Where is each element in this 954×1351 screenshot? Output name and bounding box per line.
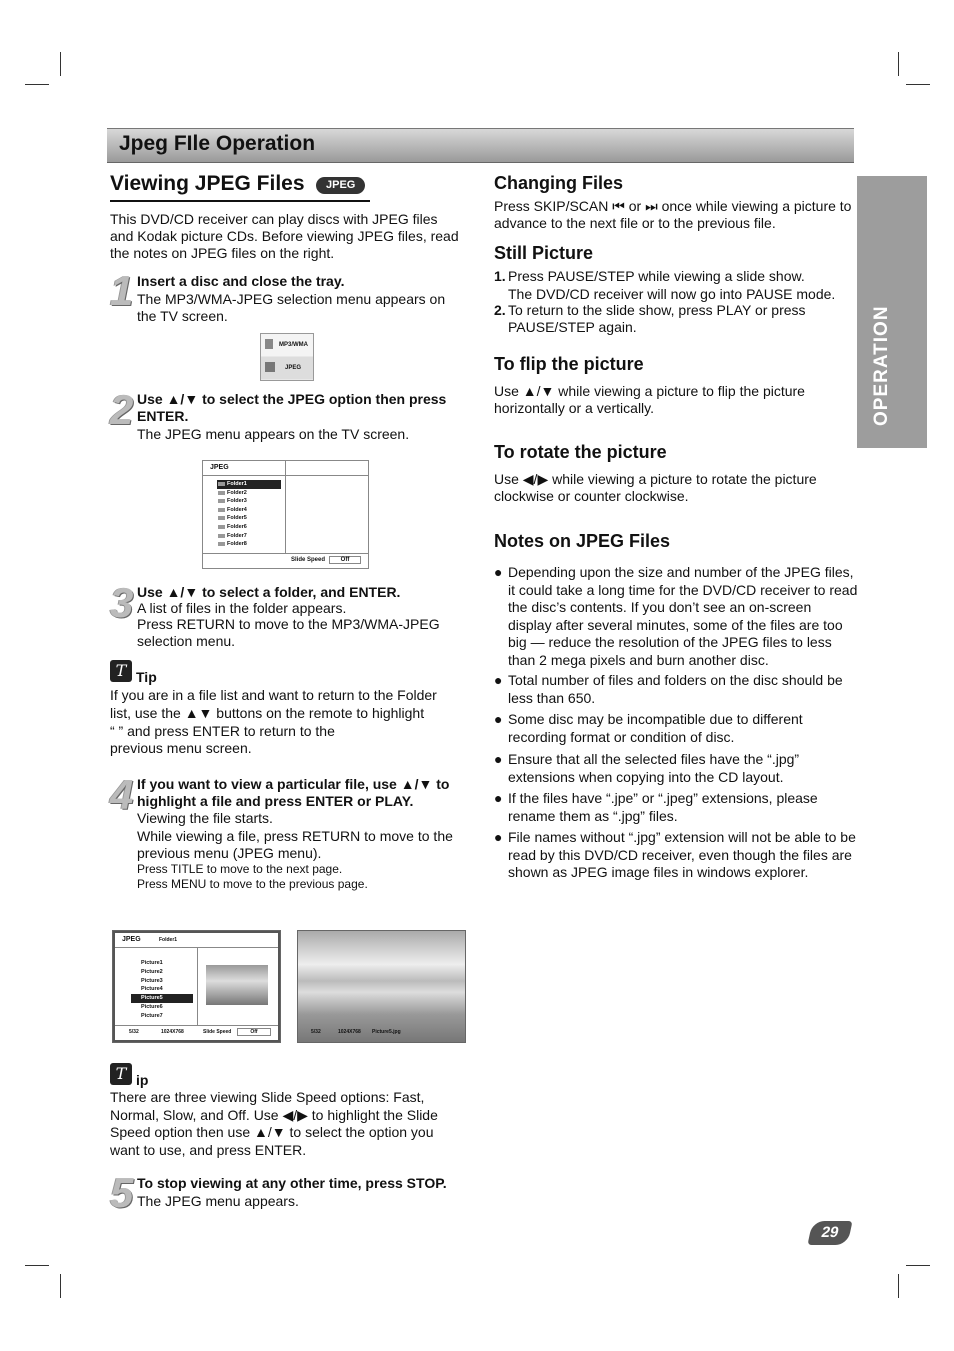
step5-text: The JPEG menu appears.	[137, 1193, 299, 1209]
music-icon	[265, 339, 273, 349]
title-underline	[110, 200, 370, 202]
step5-heading: To stop viewing at any other time, press STOP.	[137, 1175, 447, 1191]
changing-text: Press SKIP/SCAN ⏮ or ⏭ once while viewing a picture to advance to the next file or to the previous file.	[494, 198, 852, 231]
note-item: Total number of files and folders on the disc should be less than 650.	[508, 672, 843, 706]
step-number: 3	[110, 579, 134, 626]
selection-menu	[260, 333, 314, 381]
file-name: Picture5.jpg	[372, 1029, 401, 1035]
viewing-title: Viewing JPEG Files	[110, 172, 305, 195]
folder-label: Folder8	[227, 541, 247, 548]
crop-mark	[898, 52, 899, 76]
picture-list	[131, 959, 193, 1021]
folder-label: Folder6	[227, 523, 247, 530]
bullet-dot: ●	[494, 711, 503, 727]
tip-label: Tip	[136, 669, 157, 685]
slide-speed-label: Slide Speed	[291, 557, 326, 563]
bullet-dot: ●	[494, 672, 503, 688]
list-number: 2.	[494, 302, 506, 318]
flip-text: Use ▲/▼ while viewing a picture to flip the picture horizontally or a vertically.	[494, 383, 805, 416]
folder-list-item	[217, 480, 281, 489]
note-item: Ensure that all the selected files have the “.jpg” extensions when copying into the CD layout.	[508, 751, 800, 785]
folder-name: Folder1	[159, 937, 178, 943]
step-number: 1	[110, 267, 134, 314]
crop-mark	[898, 1274, 899, 1298]
step3-heading: Use ▲/▼ to select a folder, and ENTER.	[137, 584, 401, 600]
step4-note: Press MENU to move to the previous page.	[137, 877, 368, 891]
bullet-dot: ●	[494, 751, 503, 767]
rotate-title: To rotate the picture	[494, 442, 667, 462]
folder-icon	[218, 499, 225, 503]
still-title: Still Picture	[494, 243, 594, 263]
folder-icon	[218, 534, 225, 538]
bullet-dot: ●	[494, 829, 503, 845]
folder-icon	[218, 482, 225, 486]
section-title: Jpeg FIle Operation	[119, 132, 316, 155]
crop-mark	[906, 1265, 930, 1266]
still-text: Press PAUSE/STEP while viewing a slide show.	[508, 268, 805, 284]
step1-heading: Insert a disc and close the tray.	[137, 273, 345, 289]
thumbnail-preview	[206, 965, 268, 1005]
picture-list-item: Picture2	[141, 968, 163, 975]
step2-heading: Use ▲/▼ to select the JPEG option then press ENTER.	[137, 391, 447, 424]
changing-title: Changing Files	[494, 173, 624, 193]
step4-note: Press TITLE to move to the next page.	[137, 862, 343, 876]
still-text: The DVD/CD receiver will now go into PAUSE mode.	[508, 286, 836, 302]
folder-label: Folder5	[227, 515, 247, 522]
side-tab	[857, 176, 927, 448]
picture-list-item: Picture7	[141, 1012, 163, 1019]
step4-heading: If you want to view a particular file, use ▲/▼ to highlight a file and press ENTER or PLAY.	[137, 776, 450, 809]
folder-icon	[218, 516, 225, 520]
jpeg-file-menu	[112, 930, 281, 1043]
still-text: To return to the slide show, press PLAY or press PAUSE/STEP again.	[508, 302, 806, 335]
menu-option-label: MP3/WMA	[279, 342, 308, 348]
menu-frame	[115, 933, 278, 1040]
divider	[203, 553, 368, 554]
folder-icon	[218, 542, 225, 546]
divider	[197, 947, 198, 1025]
picture-list-item: Picture4	[141, 986, 163, 993]
image-icon	[265, 362, 275, 372]
folder-label: Folder3	[227, 498, 247, 505]
folder-list-item	[217, 514, 281, 523]
menu-title: JPEG	[122, 936, 141, 943]
tip-text: There are three viewing Slide Speed options: Fast, Normal, Slow, and Off. Use ◀/▶ to highlight the Slide Speed option then use ▲/▼ to select the option you want to use, and press ENTER.	[110, 1089, 438, 1158]
note-item: File names without “.jpg” extension will not be able to be read by this DVD/CD receiver, even though the files are shown as JPEG image files in windows explorer.	[508, 829, 856, 880]
rotate-text: Use ◀/▶ while viewing a picture to rotate the picture clockwise or counter clockwise.	[494, 471, 817, 504]
intro-text: This DVD/CD receiver can play discs with JPEG files and Kodak picture CDs. Before viewing JPEG files, read the notes on JPEG files on the right.	[110, 211, 459, 261]
crop-mark	[25, 1265, 49, 1266]
list-number: 1.	[494, 268, 506, 284]
step2-text: The JPEG menu appears on the TV screen.	[137, 426, 410, 442]
folder-label: Folder4	[227, 506, 247, 513]
step3-text: Press RETURN to move to the MP3/WMA-JPEG selection menu.	[137, 616, 440, 649]
bullet-dot: ●	[494, 790, 503, 806]
tip-text: “ ” and press ENTER to return to the	[110, 723, 335, 739]
folder-label: Folder2	[227, 489, 247, 496]
step-number: 5	[110, 1169, 134, 1216]
menu-option-label: JPEG	[285, 365, 302, 371]
flip-title: To flip the picture	[494, 354, 644, 374]
photo-preview	[297, 930, 466, 1043]
divider	[285, 461, 286, 553]
step1-text: The MP3/WMA-JPEG selection menu appears on the TV screen.	[137, 291, 446, 324]
page-number: 29	[807, 1221, 852, 1245]
slide-speed-value: Off	[329, 556, 361, 564]
resolution: 1024X768	[338, 1029, 361, 1035]
menu-option-jpeg	[261, 357, 313, 379]
folder-list	[217, 480, 281, 549]
file-count: 5/32	[311, 1029, 321, 1035]
folder-list-item	[217, 506, 281, 515]
tip-icon: T	[110, 660, 132, 682]
resolution: 1024X768	[161, 1029, 184, 1035]
picture-list-item: Picture1	[141, 960, 163, 966]
folder-icon	[218, 508, 225, 512]
section-header	[107, 128, 854, 163]
crop-mark	[25, 84, 49, 85]
folder-label: Folder1	[227, 481, 247, 487]
folder-icon	[218, 491, 225, 495]
tip-label: ip	[136, 1072, 149, 1088]
picture-list-item: Picture5	[131, 994, 193, 1003]
step-number: 2	[110, 386, 134, 433]
note-item: Some disc may be incompatible due to different recording format or condition of disc.	[508, 711, 803, 745]
crop-mark	[906, 84, 930, 85]
slide-speed-label: Slide Speed	[203, 1029, 232, 1035]
file-count: 5/32	[129, 1029, 139, 1035]
folder-icon	[218, 525, 225, 529]
jpeg-badge: JPEG	[316, 177, 365, 194]
folder-list-item	[217, 540, 281, 549]
slide-speed-value: Off	[237, 1028, 271, 1036]
step3-text: A list of files in the folder appears.	[137, 600, 347, 616]
step4-text: While viewing a file, press RETURN to move to the previous menu (JPEG menu).	[137, 828, 453, 861]
note-item: Depending upon the size and number of the JPEG files, it could take a long time for the DVD/CD receiver to read the disc’s contents. If you don’t see an on-screen display after several minutes, some of the files are too big — reduce the resolution of the JPEG files to less than 2 mega pixels and burn another disc.	[508, 564, 858, 668]
crop-mark	[60, 1274, 61, 1298]
side-tab-label: OPERATION	[871, 305, 892, 426]
folder-list-item	[217, 532, 281, 541]
menu-title: JPEG	[210, 464, 229, 471]
folder-label: Folder7	[227, 532, 247, 539]
step-number: 4	[110, 771, 134, 818]
crop-mark	[60, 52, 61, 76]
menu-header	[115, 933, 278, 948]
step4-text: Viewing the file starts.	[137, 810, 273, 826]
picture-list-item: Picture6	[141, 1003, 163, 1010]
note-item: If the files have “.jpe” or “.jpeg” extensions, please rename them as “.jpg” files.	[508, 790, 818, 824]
divider	[115, 1025, 278, 1026]
tip-text: previous menu screen.	[110, 740, 252, 756]
tip-icon: T	[110, 1063, 132, 1085]
jpeg-folder-menu	[202, 460, 369, 569]
bullet-dot: ●	[494, 564, 503, 580]
folder-list-item	[217, 489, 281, 498]
folder-list-item	[217, 497, 281, 506]
tip-text: If you are in a file list and want to return to the Folder list, use the ▲▼ buttons on the remote to highlight	[110, 687, 437, 721]
picture-list-item: Picture3	[141, 977, 163, 984]
folder-list-item	[217, 523, 281, 532]
notes-title: Notes on JPEG Files	[494, 531, 671, 551]
menu-option-mp3	[261, 334, 313, 356]
